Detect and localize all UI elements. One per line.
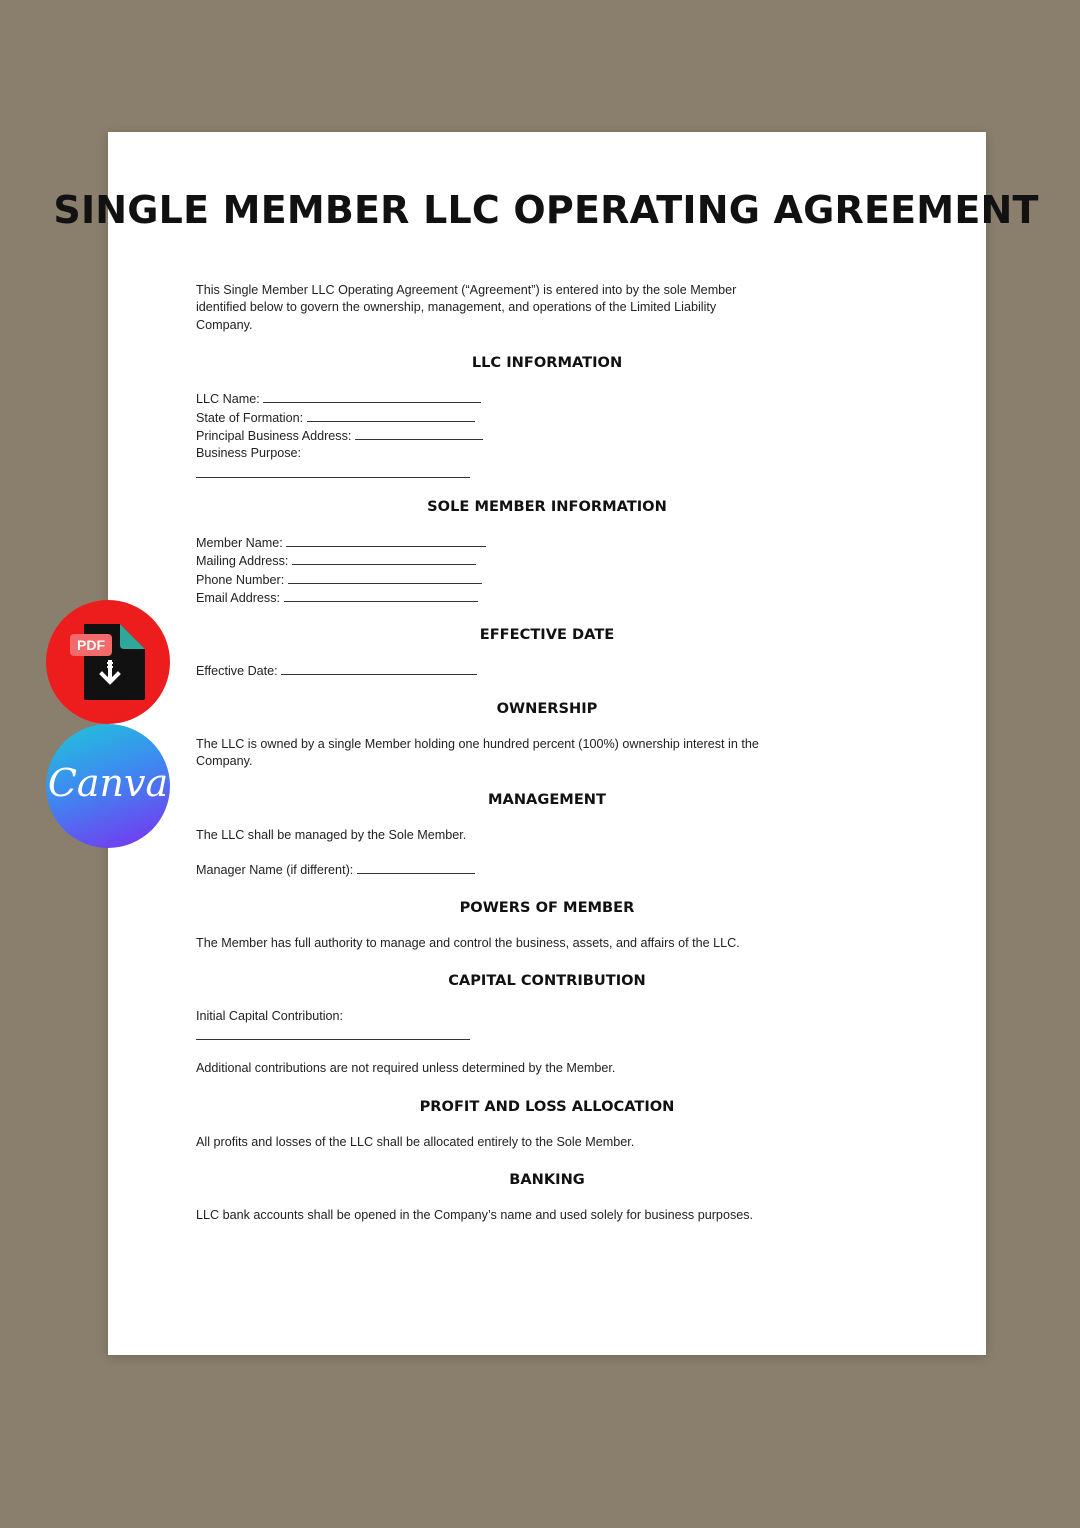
manager-name-blank[interactable] [357,861,475,874]
email-field[interactable] [196,589,776,607]
capital-blank[interactable] [196,1025,470,1040]
purpose-blank[interactable] [196,463,470,478]
profit-loss-text: All profits and losses of the LLC shall be allocated entirely to the Sole Member. [196,1134,635,1149]
address-field[interactable] [196,427,776,445]
mailing-address-field[interactable] [196,552,776,570]
heading-powers-of-member: POWERS OF MEMBER [459,898,635,916]
powers-text: The Member has full authority to manage and control the business, assets, and affairs of the LLC. [196,935,740,950]
purpose-field[interactable] [196,445,776,462]
heading-banking: BANKING [509,1171,585,1189]
purpose-label: Business Purpose: [196,446,302,461]
llc-name-label: LLC Name: [196,392,260,407]
heading-profit-loss: PROFIT AND LOSS ALLOCATION [419,1097,675,1115]
capital-text: Additional contributions are not required unless determined by the Member. [196,1061,616,1076]
llc-name-blank[interactable] [263,390,481,403]
heading-llc-information: LLC INFORMATION [471,354,623,372]
ownership-text: The LLC is owned by a single Member holding one hundred percent (100%) ownership interest in the Company. [196,736,759,769]
state-blank[interactable] [307,409,475,422]
phone-field[interactable] [196,571,776,589]
member-name-field[interactable] [196,534,776,552]
email-label: Email Address: [196,591,280,606]
heading-sole-member-information: SOLE MEMBER INFORMATION [427,497,667,515]
canva-logo: Canva [47,761,169,805]
effective-date-label: Effective Date: [196,664,278,679]
capital-field[interactable] [196,1008,776,1025]
phone-label: Phone Number: [196,572,285,587]
address-label: Principal Business Address: [196,429,352,444]
mailing-address-label: Mailing Address: [196,554,289,569]
document-title: SINGLE MEMBER LLC OPERATING AGREEMENT [53,188,1039,232]
heading-ownership: OWNERSHIP [496,699,598,717]
heading-effective-date: EFFECTIVE DATE [479,626,615,644]
mailing-address-blank[interactable] [292,552,476,565]
state-field[interactable] [196,409,776,427]
state-label: State of Formation: [196,410,304,425]
document-body [196,282,776,1225]
phone-blank[interactable] [288,571,482,584]
member-name-blank[interactable] [286,534,486,547]
banking-text: LLC bank accounts shall be opened in the Company’s name and used solely for business purposes. [196,1208,754,1223]
manager-name-label: Manager Name (if different): [196,863,354,878]
management-text: The LLC shall be managed by the Sole Member. [196,827,467,842]
effective-date-field[interactable] [196,662,776,680]
intro-paragraph: This Single Member LLC Operating Agreement (“Agreement”) is entered into by the sole Member identified below to govern the ownership, management, and operations of the Limited Liability Company. [196,283,737,332]
manager-name-field[interactable] [196,861,776,879]
member-name-label: Member Name: [196,535,283,550]
address-blank[interactable] [355,427,483,440]
capital-label: Initial Capital Contribution: [196,1008,344,1023]
pdf-download-badge[interactable] [46,600,170,724]
effective-date-blank[interactable] [281,662,477,675]
canva-badge[interactable] [46,724,170,848]
email-blank[interactable] [284,589,478,602]
pdf-label: PDF [77,637,105,653]
heading-management: MANAGEMENT [488,790,606,808]
llc-name-field[interactable] [196,390,776,408]
pdf-download-icon [46,600,170,724]
heading-capital-contribution: CAPITAL CONTRIBUTION [448,971,646,989]
